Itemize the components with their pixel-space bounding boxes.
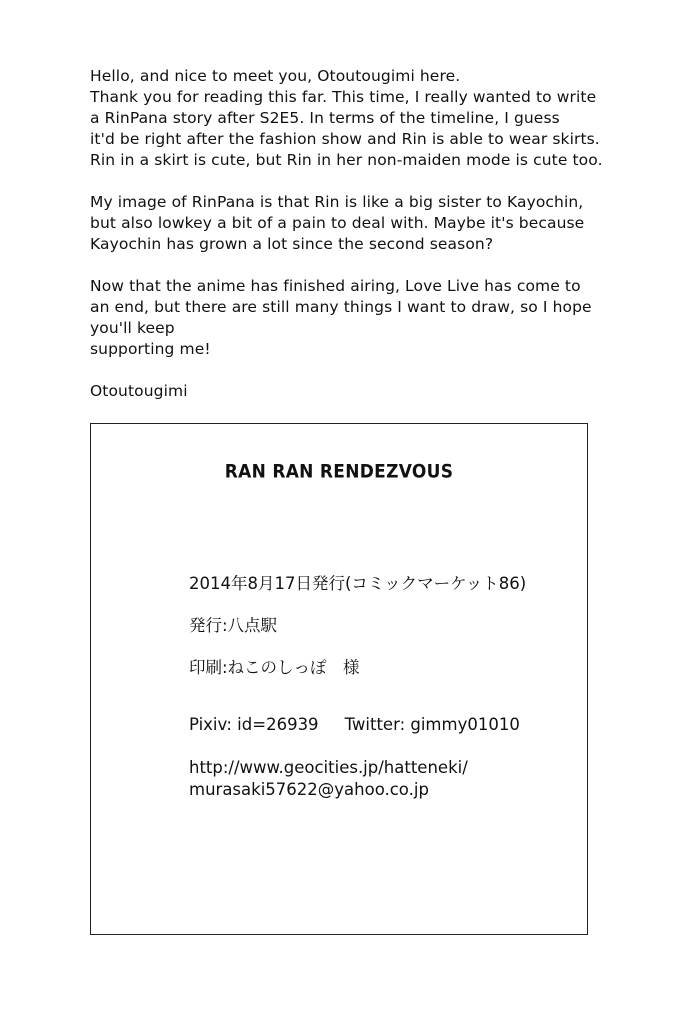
author-signature: Otoutougimi — [90, 382, 188, 400]
afterword-text — [90, 66, 680, 402]
text-line: you'll keep — [90, 319, 175, 337]
text-line: a RinPana story after S2E5. In terms of the timeline, I guess — [90, 109, 560, 127]
text-line: Thank you for reading this far. This time, I really wanted to write — [90, 88, 597, 106]
email-address: murasaki57622@yahoo.co.jp — [189, 780, 429, 799]
text-line: it'd be right after the fashion show and Rin is able to wear skirts. — [90, 130, 600, 148]
website-url: http://www.geocities.jp/hatteneki/ — [189, 758, 468, 777]
text-line: Hello, and nice to meet you, Otoutougimi here. — [90, 67, 461, 85]
publication-date: 2014年8月17日発行(コミックマーケット86) — [189, 574, 527, 593]
text-line: My image of RinPana is that Rin is like a big sister to Kayochin, — [90, 193, 584, 211]
afterword-paragraph-3 — [90, 276, 680, 360]
book-title: RAN RAN RENDEZVOUS — [224, 460, 454, 484]
text-line: but also lowkey a bit of a pain to deal with. Maybe it's because — [90, 214, 585, 232]
text-line: Rin in a skirt is cute, but Rin in her non-maiden mode is cute too. — [90, 151, 603, 169]
text-line: Kayochin has grown a lot since the second season? — [90, 235, 494, 253]
twitter-id: Twitter: gimmy01010 — [344, 715, 520, 734]
pixiv-id: Pixiv: id=26939 — [189, 715, 319, 734]
text-line: supporting me! — [90, 340, 211, 358]
afterword-paragraph-2 — [90, 192, 680, 255]
afterword-paragraph-1 — [90, 66, 680, 171]
social-ids — [189, 715, 520, 734]
printer: 印刷:ねこのしっぽ 様 — [189, 658, 360, 677]
publisher: 発行:八点駅 — [189, 616, 278, 635]
colophon-box — [90, 423, 588, 935]
text-line: an end, but there are still many things I want to draw, so I hope — [90, 298, 592, 316]
text-line: Now that the anime has finished airing, Love Live has come to — [90, 277, 581, 295]
